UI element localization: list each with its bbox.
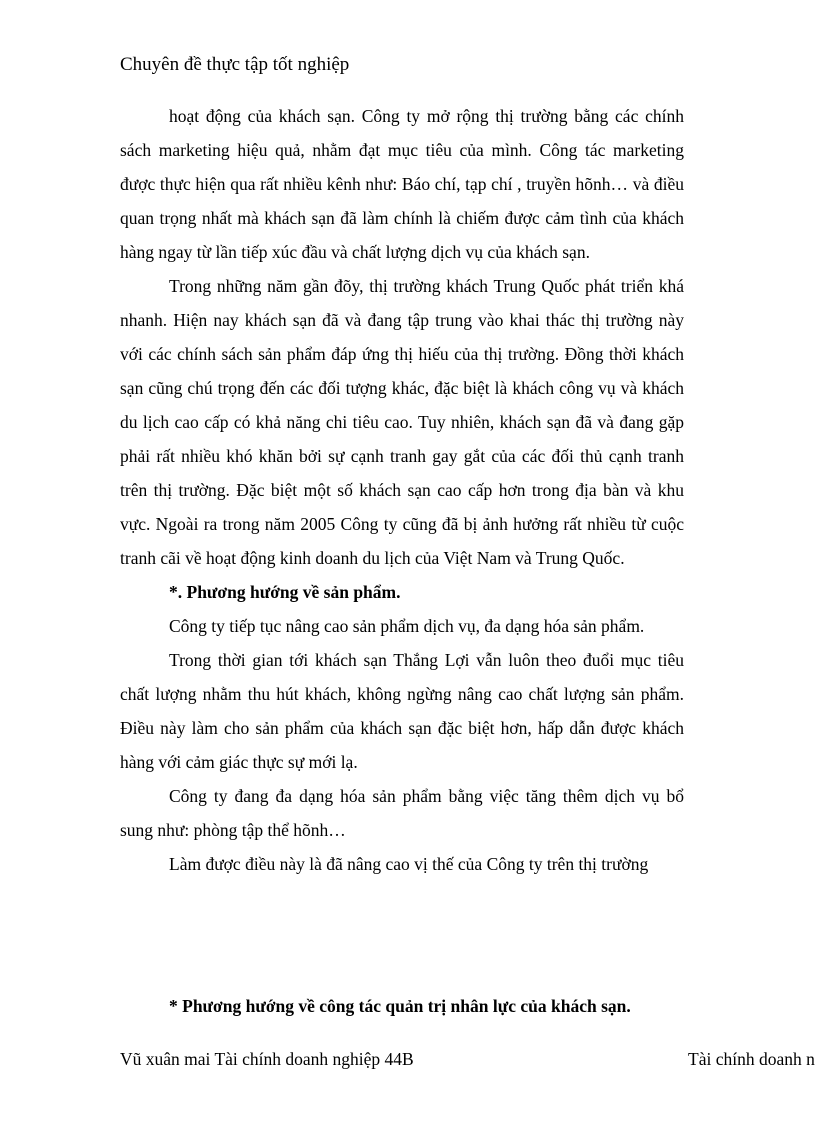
document-body — [120, 99, 684, 881]
footer-right-text: Tài chính doanh n — [688, 1049, 815, 1069]
section-heading-product: *. Phương hướng về sản phẩm. — [169, 582, 401, 602]
section-heading-hr: * Phương hướng về công tác quản trị nhân lực của khách sạn. — [169, 996, 631, 1016]
paragraph-product-1: Công ty tiếp tục nâng cao sản phẩm dịch vụ, đa dạng hóa sản phẩm. — [169, 616, 645, 636]
paragraph-product-3: Công ty đang đa dạng hóa sản phẩm bằng việc tăng thêm dịch vụ bổ sung như: phòng tập thể hõnh… — [120, 786, 684, 840]
paragraph-hotel-marketing: hoạt động của khách sạn. Công ty mở rộng thị trường bằng các chính sách marketing hiệu quả, nhằm đạt mục tiêu của mình. Công tác marketing được thực hiện qua rất nhiều kênh như: Báo chí, tạp chí , truyền hõnh… và điều quan trọng nhất mà khách sạn đã làm chính là chiếm được cảm tình của khách hàng ngay từ lần tiếp xúc đầu và chất lượng dịch vụ của khách sạn. — [120, 106, 684, 262]
page-header-title: Chuyên đề thực tập tốt nghiệp — [120, 54, 350, 75]
paragraph-product-4: Làm được điều này là đã nâng cao vị thế của Công ty trên thị trường — [169, 854, 649, 874]
paragraph-product-2: Trong thời gian tới khách sạn Thắng Lợi vẫn luôn theo đuổi mục tiêu chất lượng nhằm thu hút khách, không ngừng nâng cao chất lượng sản phẩm. Điều này làm cho sản phẩm của khách sạn đặc biệt hơn, hấp dẫn được khách hàng với cảm giác thực sự mới lạ. — [120, 650, 684, 772]
paragraph-chinese-market: Trong những năm gần đõy, thị trường khách Trung Quốc phát triển khá nhanh. Hiện nay khách sạn đã và đang tập trung vào khai thác thị trường này với các chính sách sản phẩm đáp ứng thị hiếu của thị trường. Đồng thời khách sạn cũng chú trọng đến các đối tượng khác, đặc biệt là khách công vụ và khách du lịch cao cấp có khả năng chi tiêu cao. Tuy nhiên, khách sạn đã và đang gặp phải rất nhiều khó khăn bởi sự cạnh tranh gay gắt của các đối thủ cạnh tranh trên thị trường. Đặc biệt một số khách sạn cao cấp hơn trong địa bàn và khu vực. Ngoài ra trong năm 2005 Công ty cũng đã bị ảnh hưởng rất nhiều từ cuộc tranh cãi về hoạt động kinh doanh du lịch của Việt Nam và Trung Quốc. — [120, 276, 684, 568]
footer-author: Vũ xuân mai Tài chính doanh nghiệp 44B — [120, 1049, 414, 1069]
